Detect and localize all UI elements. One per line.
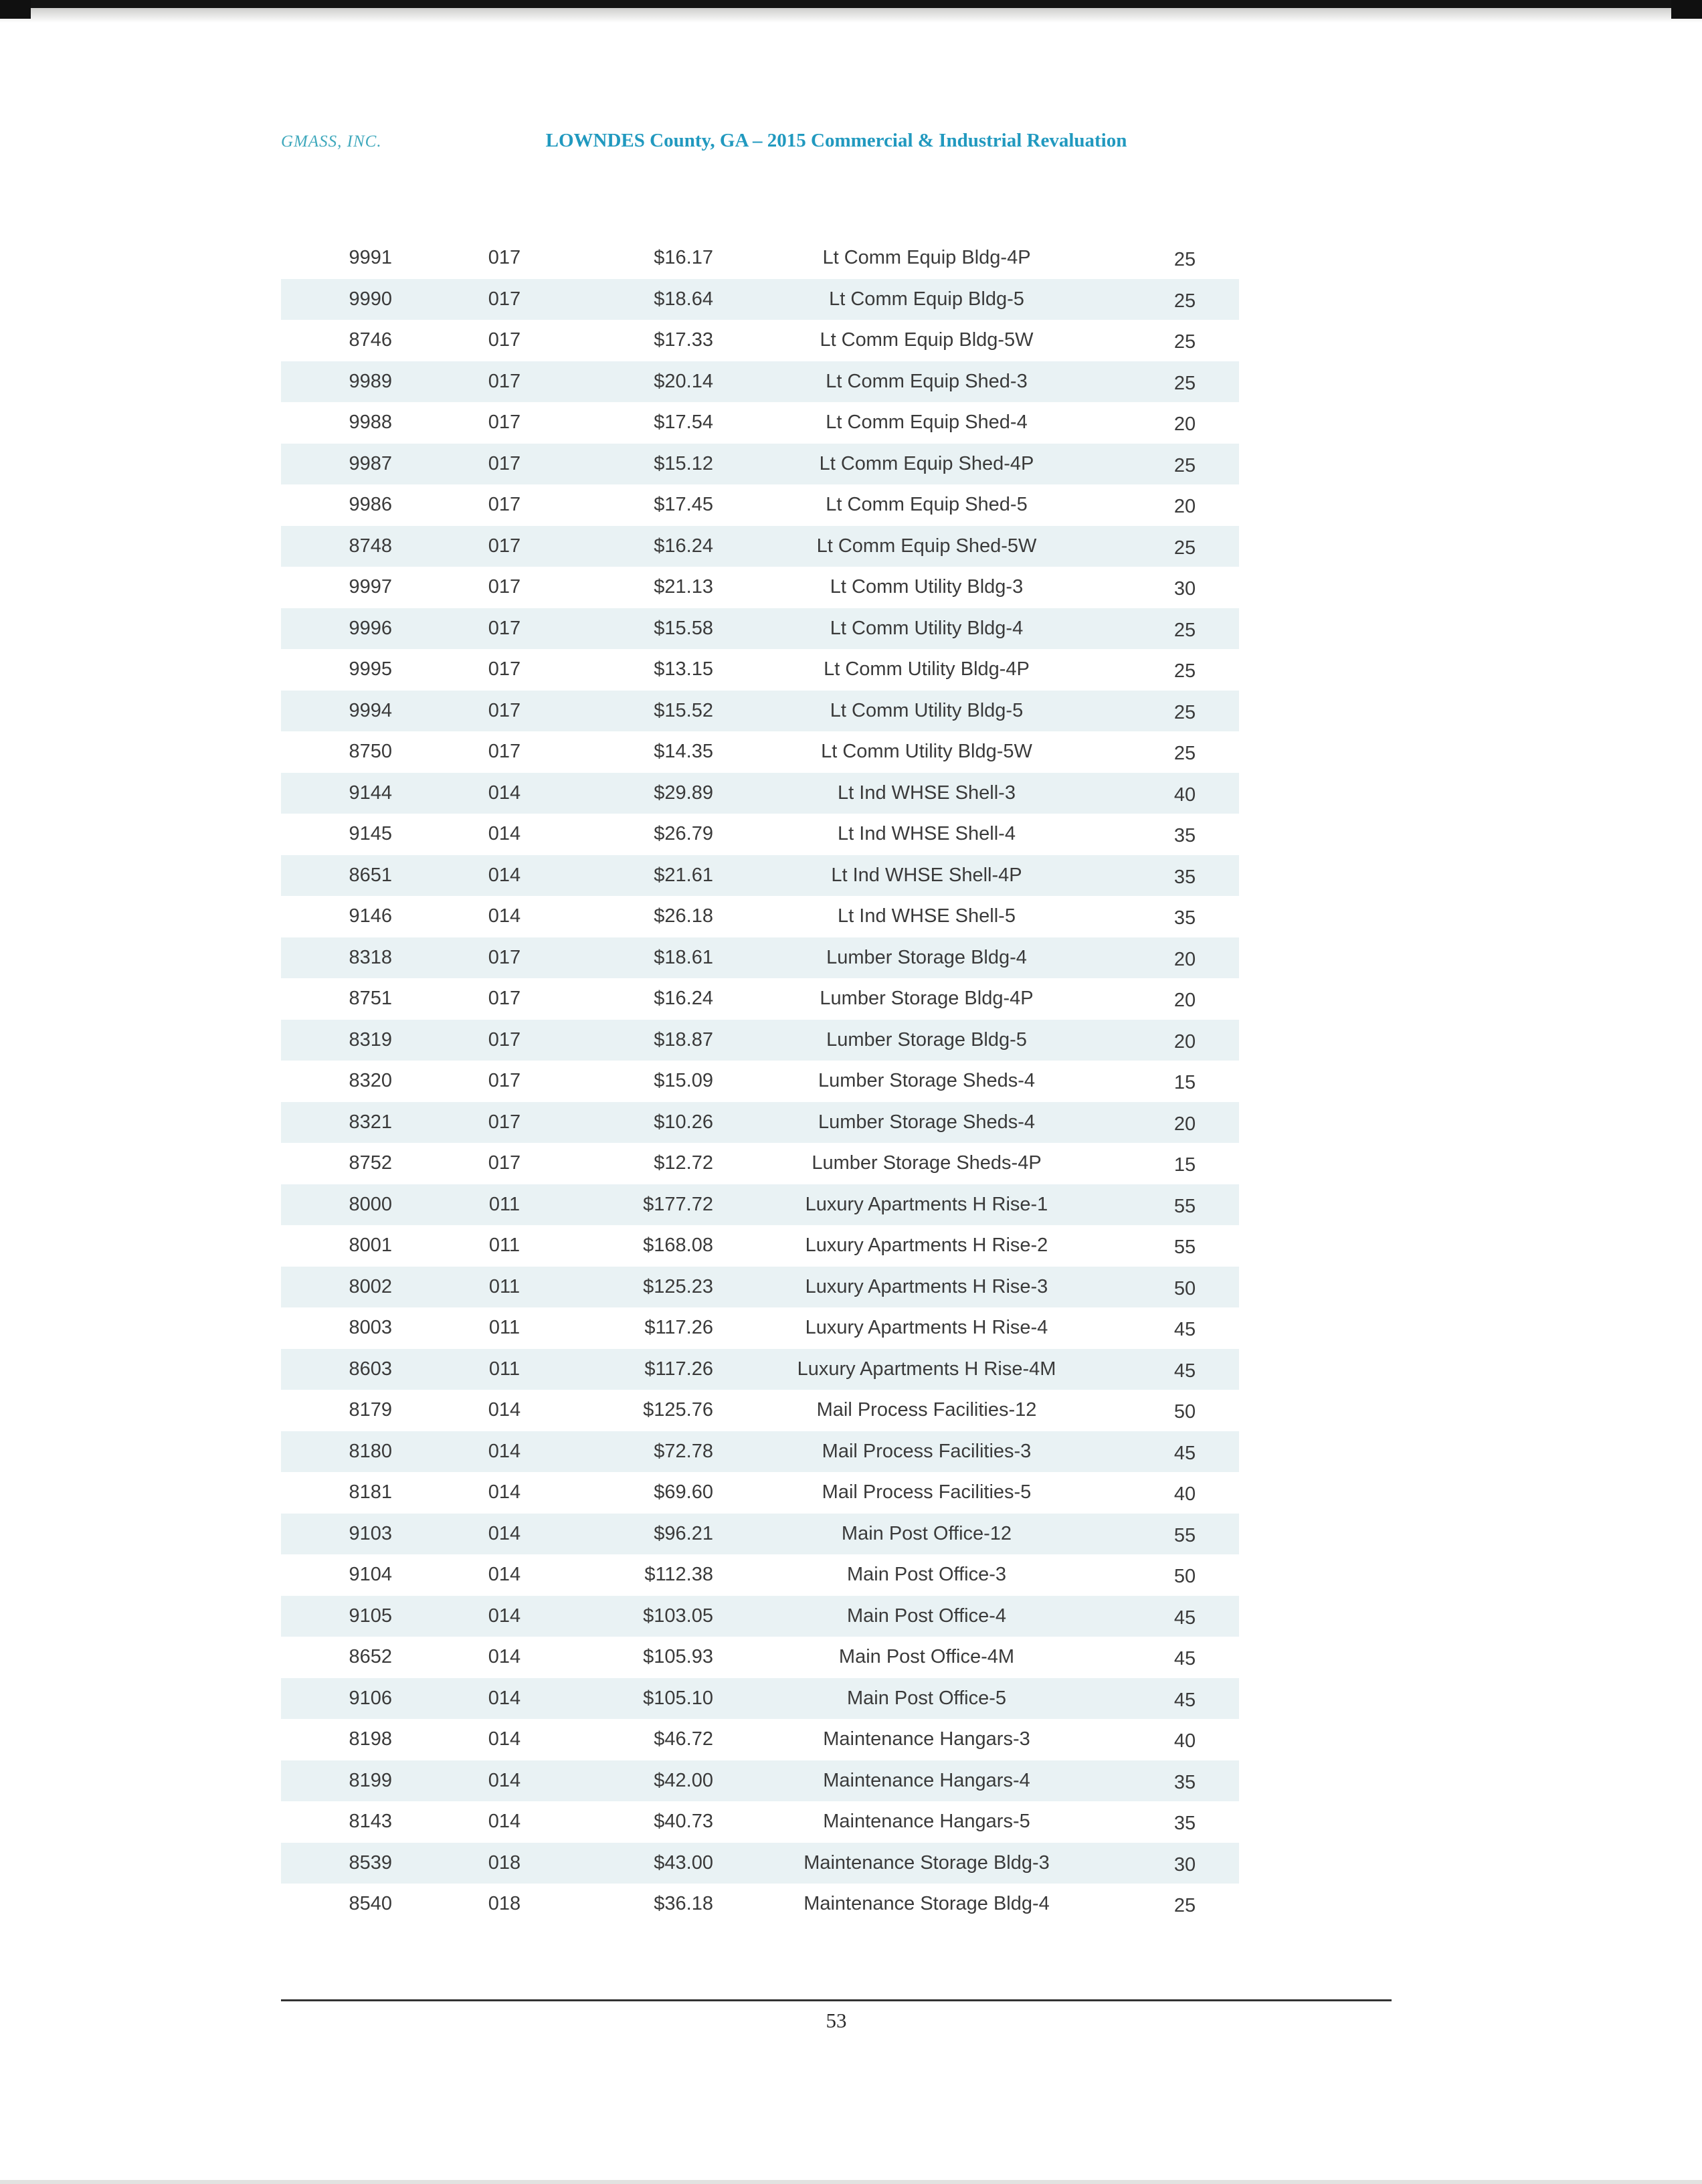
cell-class-code: 017 [488,288,521,310]
cell-class-code: 017 [488,1028,521,1051]
cell-class-code: 014 [488,1646,521,1668]
cell-life-value: 20 [1173,1113,1196,1135]
cell-description: Lt Comm Utility Bldg-4 [830,617,1024,639]
cell-rate-value: $96.21 [654,1522,713,1544]
table-row [281,484,1239,526]
cell-rate-value: $105.93 [643,1646,713,1668]
cell-class-code: 017 [488,452,521,474]
table-row [281,1801,1239,1843]
cell-life-value: 25 [1173,249,1196,271]
table-row [281,1678,1239,1720]
cell-rate-value: $117.26 [644,1317,713,1339]
cell-life-value: 25 [1173,1895,1196,1917]
cell-life-value: 25 [1173,701,1196,723]
table-row [281,937,1239,979]
cell-schedule-code: 8199 [349,1769,392,1791]
cell-schedule-code: 9103 [349,1522,392,1544]
cell-description: Main Post Office-3 [846,1564,1006,1586]
cell-schedule-code: 9104 [349,1564,392,1586]
cell-schedule-code: 8603 [349,1358,392,1380]
cell-schedule-code: 9995 [349,658,392,680]
cell-rate-value: $12.72 [654,1152,713,1174]
cell-rate-value: $43.00 [654,1851,713,1874]
valuation-rate-table [281,238,1239,1925]
cell-description: Luxury Apartments H Rise-2 [805,1235,1048,1257]
cell-description: Mail Process Facilities-12 [816,1399,1037,1421]
cell-life-value: 40 [1173,784,1196,806]
cell-description: Lt Comm Equip Shed-4 [826,412,1028,434]
cell-rate-value: $29.89 [654,782,713,804]
cell-description: Main Post Office-5 [846,1687,1006,1709]
cell-life-value: 25 [1173,331,1196,353]
cell-class-code: 011 [488,1317,521,1339]
cell-life-value: 25 [1173,454,1196,476]
cell-rate-value: $112.38 [644,1564,713,1586]
cell-description: Lt Comm Equip Bldg-4P [822,247,1031,269]
table-row [281,1884,1239,1925]
cell-rate-value: $36.18 [654,1893,713,1915]
table-row [281,1349,1239,1390]
table-row [281,526,1239,567]
cell-rate-value: $46.72 [654,1728,713,1750]
cell-life-value: 25 [1173,372,1196,394]
page-number: 53 [826,2009,847,2032]
table-row [281,1102,1239,1144]
cell-life-value: 35 [1173,1813,1196,1835]
table-row [281,1514,1239,1555]
cell-life-value: 20 [1173,1030,1196,1053]
cell-schedule-code: 8539 [349,1851,392,1874]
cell-class-code: 014 [488,1564,521,1586]
cell-description: Lt Comm Equip Bldg-5 [829,288,1024,310]
cell-life-value: 45 [1173,1442,1196,1464]
cell-description: Lt Comm Utility Bldg-5 [830,699,1024,721]
cell-class-code: 014 [488,864,521,886]
cell-description: Mail Process Facilities-3 [822,1440,1032,1462]
cell-life-value: 50 [1173,1566,1196,1588]
cell-schedule-code: 8748 [349,535,392,557]
cell-schedule-code: 8750 [349,741,392,763]
cell-class-code: 014 [488,1522,521,1544]
cell-life-value: 55 [1173,1524,1196,1546]
table-row [281,238,1239,279]
scan-artifact-corner-right [1671,0,1702,19]
cell-class-code: 017 [488,576,521,598]
table-row [281,1225,1239,1267]
table-row [281,320,1239,361]
table-row [281,855,1239,897]
cell-life-value: 45 [1173,1360,1196,1382]
cell-class-code: 017 [488,658,521,680]
cell-class-code: 011 [488,1275,521,1297]
table-row [281,1020,1239,1061]
cell-life-value: 25 [1173,660,1196,682]
cell-class-code: 014 [488,1440,521,1462]
cell-rate-value: $26.79 [654,823,713,845]
cell-schedule-code: 9106 [349,1687,392,1709]
cell-life-value: 55 [1173,1195,1196,1217]
table-row [281,731,1239,773]
cell-class-code: 014 [488,1728,521,1750]
header-company: GMASS, INC. [281,132,382,151]
cell-rate-value: $168.08 [643,1235,713,1257]
cell-class-code: 017 [488,494,521,516]
cell-class-code: 017 [488,988,521,1010]
cell-rate-value: $42.00 [654,1769,713,1791]
cell-life-value: 40 [1173,1483,1196,1506]
table-row [281,1719,1239,1760]
table-row [281,649,1239,691]
cell-description: Lumber Storage Bldg-4 [826,946,1027,968]
cell-life-value: 15 [1173,1154,1196,1176]
cell-description: Main Post Office-4 [846,1605,1006,1627]
cell-rate-value: $10.26 [654,1111,713,1133]
cell-life-value: 55 [1173,1237,1196,1259]
cell-life-value: 45 [1173,1607,1196,1629]
cell-class-code: 014 [488,1769,521,1791]
table-row [281,1760,1239,1802]
table-row [281,402,1239,444]
cell-description: Mail Process Facilities-5 [822,1481,1032,1504]
cell-description: Luxury Apartments H Rise-4M [797,1358,1056,1380]
table-row [281,691,1239,732]
cell-life-value: 25 [1173,743,1196,765]
cell-description: Main Post Office-4M [838,1646,1015,1668]
cell-life-value: 45 [1173,1319,1196,1341]
cell-description: Lumber Storage Bldg-5 [826,1028,1027,1051]
cell-schedule-code: 9989 [349,370,392,392]
cell-life-value: 35 [1173,866,1196,888]
cell-schedule-code: 9988 [349,412,392,434]
table-row [281,444,1239,485]
cell-rate-value: $17.45 [654,494,713,516]
cell-description: Luxury Apartments H Rise-4 [805,1317,1048,1339]
table-row [281,1307,1239,1349]
table-row [281,1061,1239,1102]
cell-class-code: 017 [488,329,521,351]
cell-rate-value: $177.72 [643,1193,713,1215]
cell-class-code: 017 [488,699,521,721]
cell-description: Maintenance Storage Bldg-4 [803,1893,1050,1915]
cell-class-code: 014 [488,1811,521,1833]
cell-class-code: 014 [488,823,521,845]
cell-life-value: 20 [1173,990,1196,1012]
cell-rate-value: $16.17 [654,247,713,269]
cell-life-value: 20 [1173,948,1196,970]
footer-rule [281,1999,1392,2001]
cell-class-code: 014 [488,1605,521,1627]
table-row [281,896,1239,937]
cell-life-value: 35 [1173,907,1196,929]
table-row [281,1637,1239,1678]
cell-description: Lt Comm Utility Bldg-5W [821,741,1032,763]
table-row [281,1267,1239,1308]
cell-life-value: 35 [1173,1771,1196,1793]
cell-description: Luxury Apartments H Rise-3 [805,1275,1048,1297]
cell-class-code: 014 [488,1687,521,1709]
cell-rate-value: $105.10 [643,1687,713,1709]
cell-rate-value: $16.24 [654,988,713,1010]
cell-description: Maintenance Hangars-4 [823,1769,1030,1791]
cell-description: Lt Comm Utility Bldg-3 [830,576,1024,598]
cell-life-value: 45 [1173,1648,1196,1670]
cell-rate-value: $26.18 [654,905,713,927]
cell-description: Maintenance Hangars-5 [823,1811,1030,1833]
cell-life-value: 20 [1173,496,1196,518]
cell-schedule-code: 9997 [349,576,392,598]
cell-rate-value: $20.14 [654,370,713,392]
scan-artifact-bottom-edge [0,2180,1702,2184]
cell-life-value: 20 [1173,414,1196,436]
cell-rate-value: $15.12 [654,452,713,474]
cell-rate-value: $17.54 [654,412,713,434]
cell-schedule-code: 8321 [349,1111,392,1133]
cell-schedule-code: 8752 [349,1152,392,1174]
cell-class-code: 014 [488,1481,521,1504]
cell-schedule-code: 8320 [349,1070,392,1092]
cell-schedule-code: 9144 [349,782,392,804]
cell-description: Maintenance Hangars-3 [823,1728,1030,1750]
cell-class-code: 017 [488,370,521,392]
cell-schedule-code: 9145 [349,823,392,845]
cell-description: Lt Ind WHSE Shell-4 [838,823,1016,845]
cell-class-code: 018 [488,1851,521,1874]
cell-rate-value: $16.24 [654,535,713,557]
cell-rate-value: $15.58 [654,617,713,639]
cell-schedule-code: 9986 [349,494,392,516]
cell-description: Lt Comm Equip Shed-5 [826,494,1028,516]
cell-description: Lt Ind WHSE Shell-5 [838,905,1016,927]
cell-rate-value: $17.33 [654,329,713,351]
cell-schedule-code: 8651 [349,864,392,886]
cell-rate-value: $69.60 [654,1481,713,1504]
cell-schedule-code: 8179 [349,1399,392,1421]
cell-class-code: 017 [488,412,521,434]
cell-life-value: 30 [1173,1853,1196,1876]
cell-schedule-code: 9994 [349,699,392,721]
cell-schedule-code: 9146 [349,905,392,927]
table-row [281,361,1239,403]
cell-schedule-code: 8000 [349,1193,392,1215]
cell-rate-value: $103.05 [643,1605,713,1627]
cell-class-code: 017 [488,1070,521,1092]
cell-life-value: 45 [1173,1689,1196,1711]
table-row [281,1184,1239,1226]
cell-class-code: 011 [488,1193,521,1215]
cell-schedule-code: 9105 [349,1605,392,1627]
cell-schedule-code: 9991 [349,247,392,269]
cell-description: Lt Comm Equip Shed-3 [826,370,1028,392]
cell-rate-value: $14.35 [654,741,713,763]
cell-rate-value: $72.78 [654,1440,713,1462]
cell-schedule-code: 8003 [349,1317,392,1339]
cell-life-value: 25 [1173,619,1196,641]
table-row [281,1143,1239,1184]
cell-description: Lt Comm Equip Shed-4P [819,452,1034,474]
table-row [281,1390,1239,1431]
cell-schedule-code: 8318 [349,946,392,968]
cell-description: Lt Comm Equip Shed-5W [816,535,1037,557]
cell-class-code: 014 [488,1399,521,1421]
cell-description: Lumber Storage Sheds-4 [818,1111,1036,1133]
cell-schedule-code: 8540 [349,1893,392,1915]
cell-rate-value: $15.09 [654,1070,713,1092]
cell-rate-value: $125.76 [643,1399,713,1421]
cell-description: Lt Ind WHSE Shell-3 [838,782,1016,804]
cell-class-code: 018 [488,1893,521,1915]
cell-rate-value: $21.13 [654,576,713,598]
cell-class-code: 014 [488,782,521,804]
cell-schedule-code: 9990 [349,288,392,310]
cell-rate-value: $125.23 [643,1275,713,1297]
cell-class-code: 017 [488,617,521,639]
cell-description: Luxury Apartments H Rise-1 [805,1193,1048,1215]
cell-class-code: 017 [488,535,521,557]
table-row [281,978,1239,1020]
cell-life-value: 15 [1173,1072,1196,1094]
cell-life-value: 50 [1173,1277,1196,1299]
cell-description: Lt Comm Utility Bldg-4P [824,658,1030,680]
cell-description: Lt Ind WHSE Shell-4P [831,864,1022,886]
cell-rate-value: $40.73 [654,1811,713,1833]
table-row [281,1554,1239,1596]
cell-life-value: 35 [1173,825,1196,847]
cell-description: Maintenance Storage Bldg-3 [803,1851,1050,1874]
cell-schedule-code: 8180 [349,1440,392,1462]
cell-class-code: 017 [488,1152,521,1174]
cell-rate-value: $21.61 [654,864,713,886]
cell-life-value: 40 [1173,1730,1196,1752]
cell-schedule-code: 8746 [349,329,392,351]
cell-schedule-code: 9987 [349,452,392,474]
cell-life-value: 30 [1173,578,1196,600]
cell-life-value: 25 [1173,290,1196,312]
table-row [281,1472,1239,1514]
cell-class-code: 017 [488,1111,521,1133]
cell-description: Lumber Storage Bldg-4P [820,988,1034,1010]
cell-class-code: 017 [488,946,521,968]
cell-schedule-code: 8181 [349,1481,392,1504]
cell-description: Lt Comm Equip Bldg-5W [820,329,1034,351]
header-title: LOWNDES County, GA – 2015 Commercial & Industrial Revaluation [545,130,1127,151]
table-row [281,773,1239,814]
table-row [281,279,1239,321]
cell-schedule-code: 8143 [349,1811,392,1833]
cell-schedule-code: 8319 [349,1028,392,1051]
scan-artifact-top-edge [0,0,1702,8]
cell-schedule-code: 8002 [349,1275,392,1297]
table-row [281,814,1239,855]
table-row [281,1431,1239,1473]
table-row [281,567,1239,608]
cell-schedule-code: 8652 [349,1646,392,1668]
cell-class-code: 011 [488,1358,521,1380]
scan-artifact-top-fade [0,8,1702,23]
cell-class-code: 014 [488,905,521,927]
cell-class-code: 011 [488,1235,521,1257]
cell-rate-value: $117.26 [644,1358,713,1380]
cell-schedule-code: 8198 [349,1728,392,1750]
cell-class-code: 017 [488,741,521,763]
cell-schedule-code: 8001 [349,1235,392,1257]
cell-rate-value: $15.52 [654,699,713,721]
cell-class-code: 017 [488,247,521,269]
table-row [281,1843,1239,1884]
cell-description: Lumber Storage Sheds-4P [812,1152,1042,1174]
cell-rate-value: $18.87 [654,1028,713,1051]
cell-schedule-code: 9996 [349,617,392,639]
cell-rate-value: $18.61 [654,946,713,968]
cell-rate-value: $18.64 [654,288,713,310]
cell-schedule-code: 8751 [349,988,392,1010]
cell-description: Lumber Storage Sheds-4 [818,1070,1036,1092]
cell-life-value: 50 [1173,1401,1196,1423]
table-row [281,608,1239,650]
table-row [281,1596,1239,1637]
cell-description: Main Post Office-12 [841,1522,1012,1544]
scan-artifact-corner-left [0,0,31,19]
cell-rate-value: $13.15 [654,658,713,680]
cell-life-value: 25 [1173,537,1196,559]
